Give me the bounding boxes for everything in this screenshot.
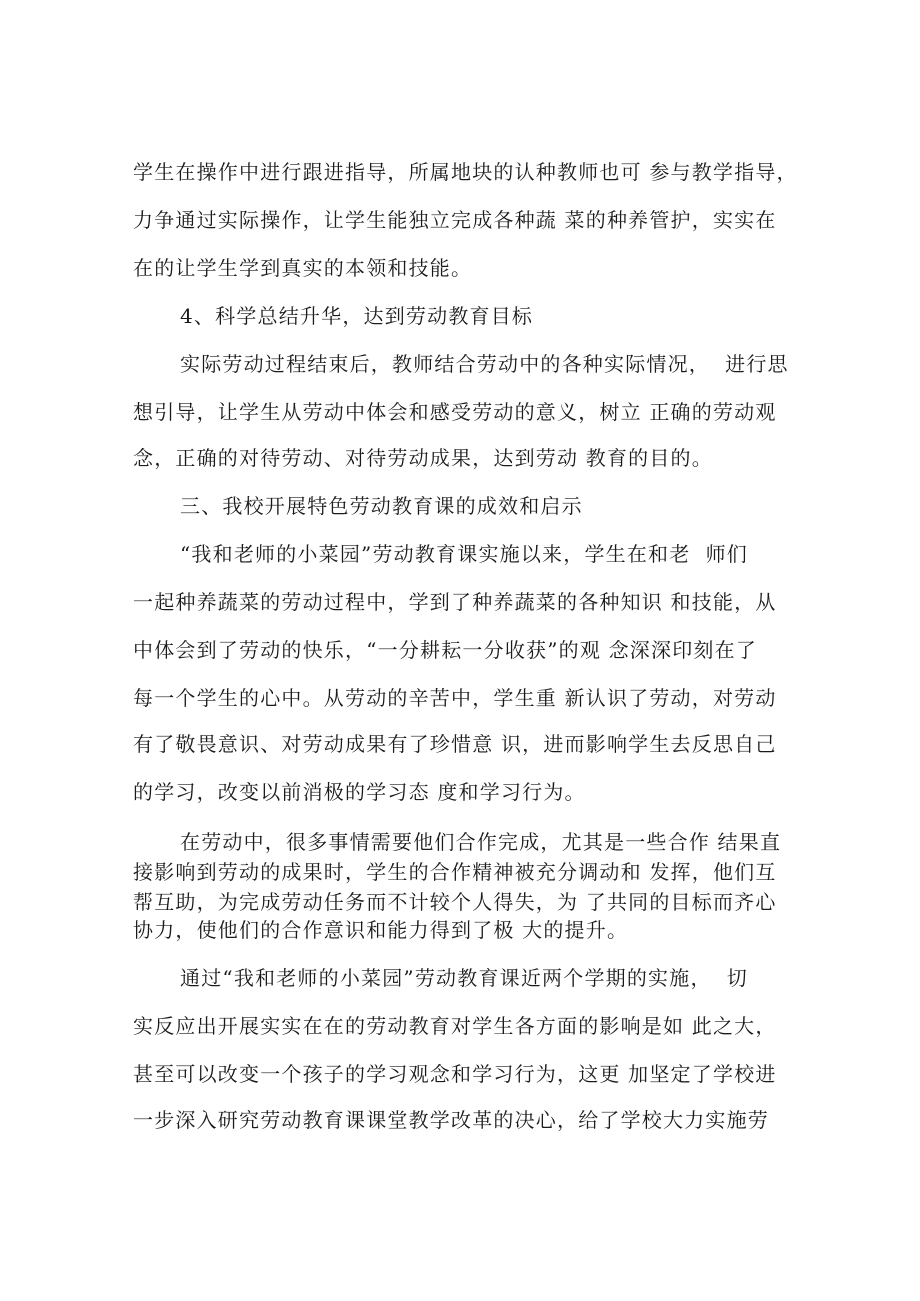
section-heading: 三、我校开展特色劳动教育课的成效和启示 (180, 494, 583, 518)
text-line: 想引导，让学生从劳动中体会和感受劳动的意义，树立 正确的劳动观 (133, 400, 777, 424)
text-line: 帮互助，为完成劳动任务而不计较个人得失，为 了共同的目标而齐心 (133, 890, 777, 914)
text-line: 一步深入研究劳动教育课课堂教学改革的决心，给了学校大力实施劳 (133, 1108, 769, 1132)
text-line: “我和老师的小菜园”劳动教育课实施以来，学生在和老 师们 (180, 542, 748, 566)
text-line: 实际劳动过程结束后，教师结合劳动中的各种实际情况， 进行思 (180, 352, 789, 376)
text-line: 学生在操作中进行跟进指导，所属地块的认种教师也可 参与教学指导， (133, 160, 798, 184)
text-line: 在的让学生学到真实的本领和技能。 (133, 256, 473, 280)
text-line: 实反应出开展实实在在的劳动教育对学生各方面的影响是如 此之大， (133, 1014, 777, 1038)
text-line: 有了敬畏意识、对劳动成果有了珍惜意 识，进而影响学生去反思自己 (133, 732, 777, 756)
text-line: 在劳动中，很多事情需要他们合作完成，尤其是一些合作 结果直 (180, 830, 782, 854)
text-line: 甚至可以改变一个孩子的学习观念和学习行为，这更 加坚定了学校进 (133, 1062, 777, 1086)
text-line: 每一个学生的心中。从劳动的辛苦中，学生重 新认识了劳动，对劳动 (133, 686, 777, 710)
section-heading: 4、科学总结升华，达到劳动教育目标 (180, 304, 534, 328)
text-line: 通过“我和老师的小菜园”劳动教育课近两个学期的实施， 切 (180, 966, 748, 990)
text-line: 念，正确的对待劳动、对待劳动成果，达到劳动 教育的目的。 (133, 446, 713, 470)
text-line: 力争通过实际操作，让学生能独立完成各种蔬 菜的种养管护，实实在 (133, 208, 777, 232)
text-line: 接影响到劳动的成果时，学生的合作精神被充分调动和 发挥，他们互 (133, 860, 777, 884)
text-line: 中体会到了劳动的快乐，“一分耕耘一分收获”的观 念深深印刻在了 (133, 638, 758, 662)
text-line: 一起种养蔬菜的劳动过程中，学到了种养蔬菜的各种知识 和技能，从 (133, 590, 777, 614)
text-line: 协力，使他们的合作意识和能力得到了极 大的提升。 (133, 918, 629, 942)
text-line: 的学习，改变以前消极的学习态 度和学习行为。 (133, 780, 586, 804)
